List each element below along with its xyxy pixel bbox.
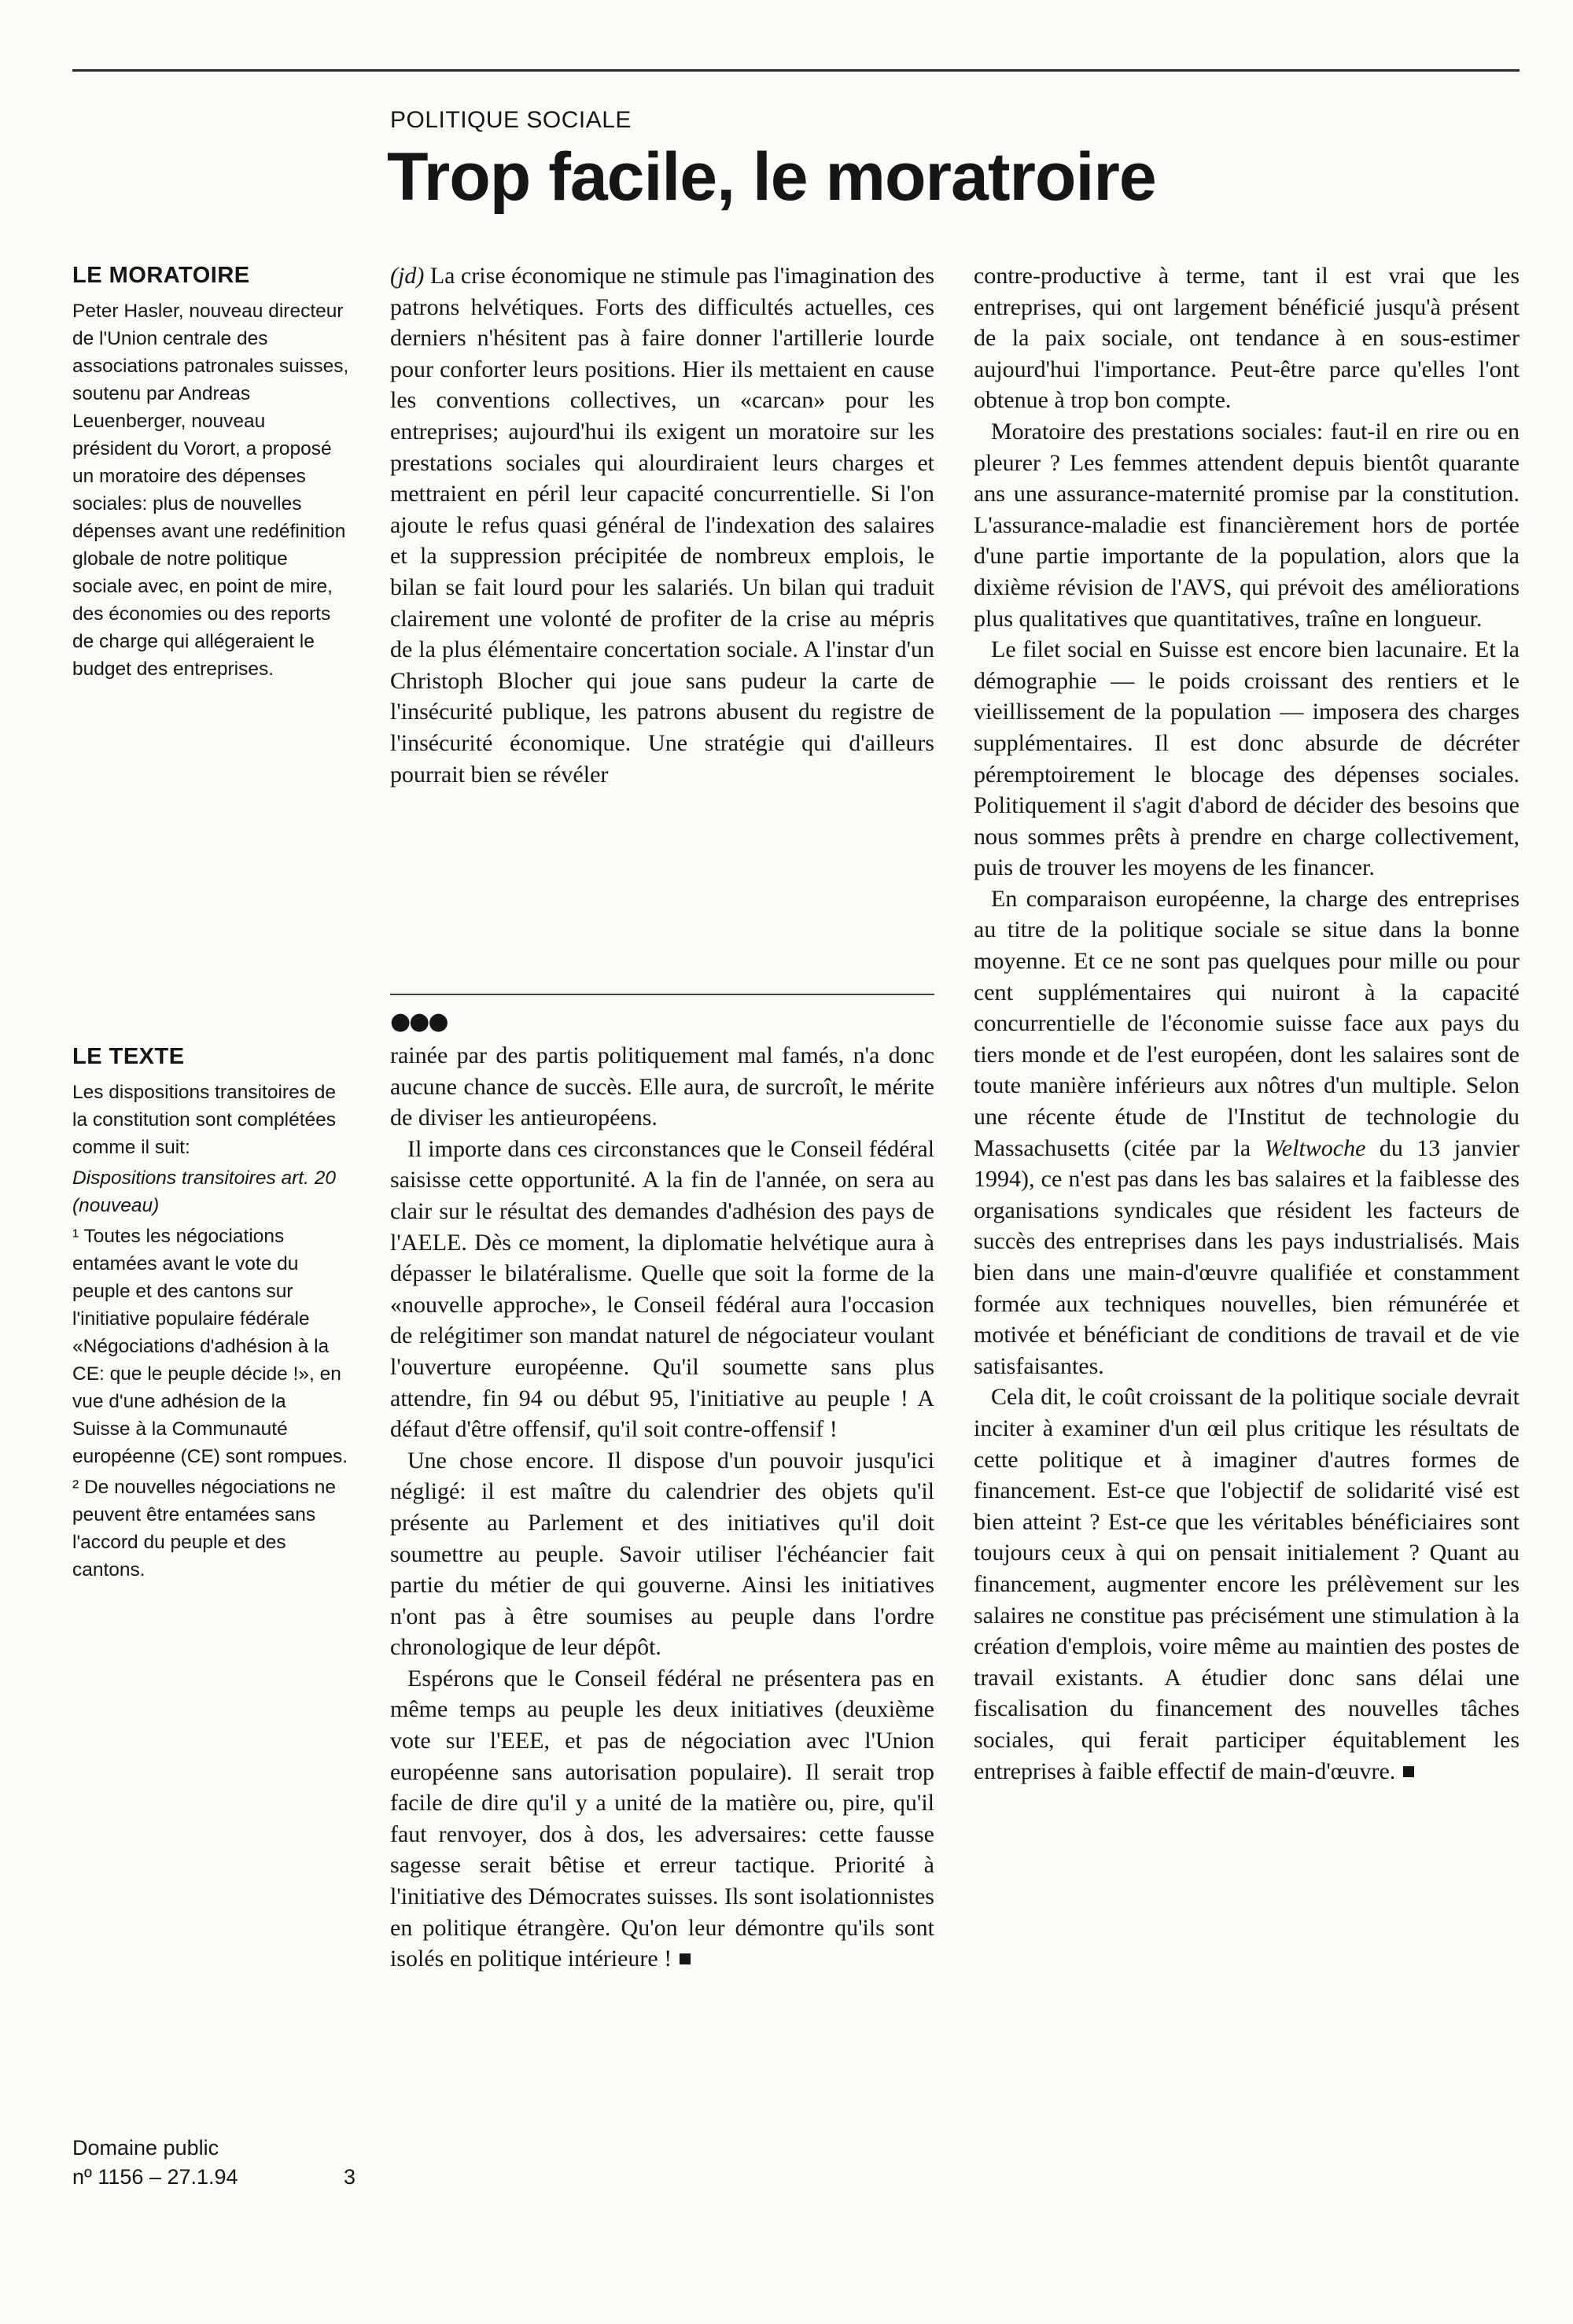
publication-name: Domaine public — [72, 2136, 219, 2160]
continuation-marker: ●●● — [390, 1008, 448, 1035]
paragraph-text: Cela dit, le coût croissant de la politique sociale devrait inciter à examiner d'un œil plus critique les résultats de cette politique et à imaginer d'autres formes de financement. Est-ce que l'objectif de solidarité visé est bien atteint ? Est-ce que les véritables bénéficiaires sont toujours ceux à qui on pensait initialement ? Quant au financement, augmenter encore les prélèvement sur les salaires ne constitue pas précisément une stimulation à la création d'emplois, voire même au maintien des postes de travail existants. A étudier donc sans délai une fiscalisation du financement des nouvelles tâches sociales, qui ferait participer équitablement les entreprises à faible effectif de main-d'œuvre. — [974, 1384, 1520, 1784]
article-column-a — [390, 260, 934, 790]
sidebar-heading-moratoire: LE MORATOIRE — [72, 263, 250, 288]
article-paragraph — [390, 260, 934, 790]
sidebar-texte-intro: Les dispositions transitoires de la constitution sont complétées comme il suit: — [72, 1082, 337, 1158]
end-mark-icon — [1403, 1766, 1414, 1777]
article-paragraph: rainée par des partis politiquement mal famés, n'a donc aucune chance de succès. Elle aura, de surcroît, le mérite de diviser les antieuropéens. — [390, 1042, 934, 1131]
top-rule — [72, 69, 1520, 72]
sidebar-moratoire — [72, 262, 349, 683]
end-mark-icon — [680, 1953, 691, 1964]
section-kicker: POLITIQUE SOCIALE — [390, 107, 632, 133]
sidebar-texte — [72, 1043, 349, 1584]
article-paragraph: Le filet social en Suisse est encore bien lacunaire. Et la démographie — le poids croissant des rentiers et le vieillissement de la population — imposera des charges supplémentaires. Il est donc absurde de décréter péremptoirement le blocage des dépenses sociales. Politiquement il s'agit d'abord de décider des besoins que nous sommes prêts à prendre en charge collectivement, puis de trouver les moyens de les financer. — [974, 636, 1520, 881]
paragraph-text: Espérons que le Conseil fédéral ne présentera pas en même temps au peuple les deux initiatives (deuxième vote sur l'EEE, et pas de négociation avec l'Union européenne sans autorisation populaire). Il serait trop facile de dire qu'il y a unité de la matière ou, pire, qu'il faut renvoyer, dos à dos, les adversaires: cette fausse sagesse serait bêtise et erreur tactique. Priorité à l'initiative des Démocrates suisses. Ils sont isolationnistes en politique étrangère. Qu'on leur démontre qu'ils sont isolés en politique intérieure ! — [390, 1665, 934, 1972]
issue-info: nº 1156 – 27.1.94 — [72, 2165, 238, 2189]
page-footer — [72, 2134, 355, 2192]
column-divider — [390, 994, 934, 995]
page-number: 3 — [343, 2165, 355, 2189]
paragraph-text: En comparaison européenne, la charge des entreprises au titre de la politique sociale se situe dans la bonne moyenne. Et ce ne sont pas quelques pour mille ou pour cent supplémentaires qui nuiront à la capacité concurrentielle de l'économie suisse face aux pays du tiers monde et de l'est européen, dont les salaires sont de toute manière inférieurs aux nôtres d'un multiple. Selon une récente étude de l'Institut de technologie du Massachusetts (citée par la — [974, 885, 1520, 1161]
sidebar-texte-article: Dispositions transitoires art. 20 (nouveau) — [72, 1168, 336, 1216]
article-paragraph: contre-productive à terme, tant il est vrai que les entreprises, qui ont largement bénéficié jusqu'à présent de la paix sociale, ont tendance à en sous-estimer aujourd'hui l'importance. Peut-être parce qu'elles l'ont obtenue à trop bon compte. — [974, 263, 1520, 414]
article-paragraph — [974, 1381, 1520, 1787]
article-paragraph — [390, 1663, 934, 1975]
sidebar-heading-texte: LE TEXTE — [72, 1044, 185, 1069]
sidebar-texte-para2: ² De nouvelles négociations ne peuvent être entamées sans l'accord du peuple et des cantons. — [72, 1477, 337, 1581]
article-paragraph: Il importe dans ces circonstances que le Conseil fédéral saisisse cette opportunité. A la fin de l'année, on sera au clair sur le résultat des demandes d'adhésion des pays de l'AELE. Dès ce moment, la diplomatie helvétique aura à dépasser le bilatéralisme. Quelle que soit la forme de la «nouvelle approche», le Conseil fédéral aura l'occasion de relégitimer son mandat naturel de négociateur voulant l'ouverture européenne. Qu'il soumette sans plus attendre, fin 94 ou début 95, l'initiative au peuple ! A défaut d'être offensif, qu'il soit contre-offensif ! — [390, 1135, 934, 1443]
article-paragraph: Une chose encore. Il dispose d'un pouvoir jusqu'ici négligé: il est maître du calendrier des objets qu'il présente au Parlement et des initiatives qu'il doit soumettre au peuple. Savoir utiliser l'échéancier fait partie du métier de qui gouverne. Ainsi les initiatives n'ont pas à être soumises au peuple dans l'ordre chronologique de leur dépôt. — [390, 1447, 934, 1661]
publication-reference: Weltwoche — [1264, 1134, 1366, 1161]
sidebar-text-moratoire: Peter Hasler, nouveau directeur de l'Union centrale des associations patronales suisses, soutenu par Andreas Leuenberger, nouveau président du Vorort, a proposé un moratoire des dépenses sociales: plus de nouvelles dépenses avant une redéfinition globale de notre politique sociale avec, en point de mire, des économies ou des reports de charge qui allégeraient le budget des entreprises. — [72, 301, 349, 680]
article-column-c — [974, 260, 1520, 1787]
paragraph-text: La crise économique ne stimule pas l'imagination des patrons helvétiques. Forts des difficultés actuelles, ces derniers n'hésitent pas à faire donner l'artillerie lourde pour conforter leurs positions. Hier ils mettaient en cause les conventions collectives, un «carcan» pour les entreprises; aujourd'hui ils exigent un moratoire sur les prestations sociales qui alourdiraient leurs charges et mettraient en péril leur capacité concurrentielle. Si l'on ajoute le refus quasi général de l'indexation des salaires et la suppression précipitée de nombreux emplois, le bilan se fait lourd pour les salariés. Un bilan qui traduit clairement une volonté de profiter de la crise au mépris de la plus élémentaire concertation sociale. A l'instar d'un Christoph Blocher qui joue sans pudeur la carte de l'insécurité publique, les patrons abusent du registre de l'insécurité économique. Une stratégie qui d'ailleurs pourrait bien se révéler — [390, 263, 934, 788]
sidebar-texte-para1: ¹ Toutes les négociations entamées avant le vote du peuple et des cantons sur l'initiative populaire fédérale «Négociations d'adhésion à la CE: que le peuple décide !», en vue d'une adhésion de la Suisse à la Communauté européenne (CE) sont rompues. — [72, 1226, 348, 1467]
article-paragraph — [974, 883, 1520, 1382]
paragraph-text: du 13 janvier 1994), ce n'est pas dans les bas salaires et la faiblesse des organisations syndicales que résident les facteurs de succès des entreprises dans les pays industrialisés. Mais bien dans une main-d'œuvre qualifiée et constamment formée aux techniques nouvelles, bien rémunérée et motivée et bénéficiant de conditions de travail et de vie satisfaisantes. — [974, 1134, 1520, 1379]
byline: (jd) — [390, 263, 425, 289]
article-column-b — [390, 1040, 934, 1975]
article-headline: Trop facile, le moratroire — [387, 139, 1156, 215]
article-paragraph: Moratoire des prestations sociales: faut-il en rire ou en pleurer ? Les femmes attendent depuis bientôt quarante ans une assurance-maternité promise par la constitution. L'assurance-maladie est financièrement hors de portée d'une partie importante de la population, alors que la dixième révision de l'AVS, qui prévoit des améliorations plus qualitatives que quantitatives, traîne en longueur. — [974, 418, 1520, 632]
